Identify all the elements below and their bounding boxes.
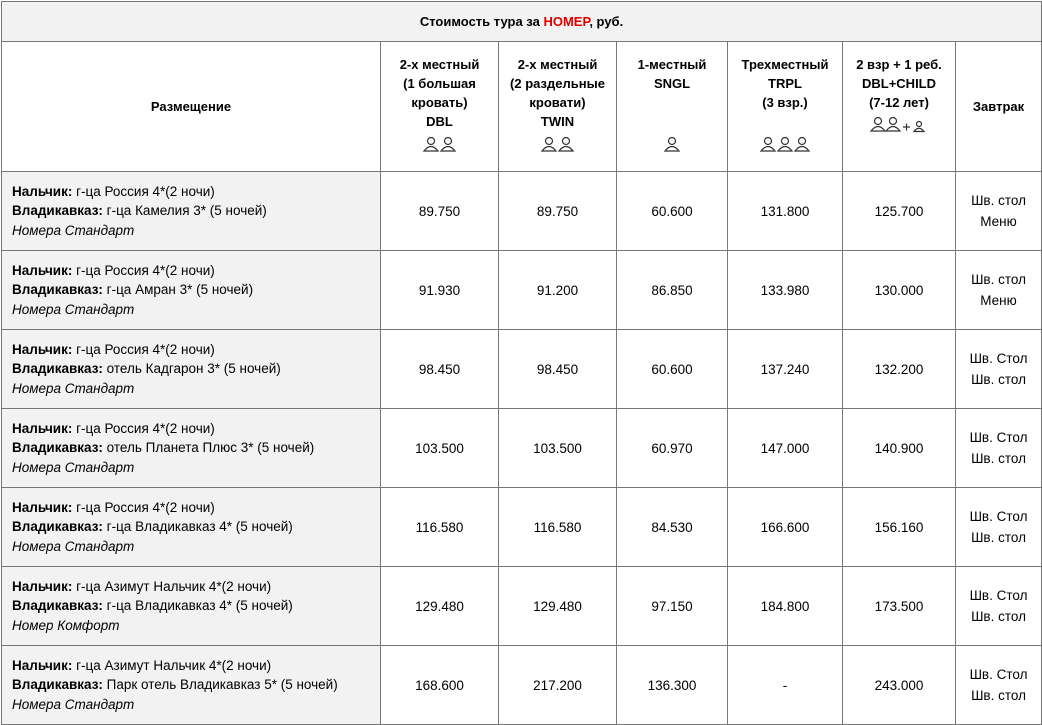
price-dbl: 116.580 — [381, 488, 499, 567]
header-child-line3: (7-12 лет) — [869, 95, 929, 110]
nalchik-hotel: г-ца Россия 4*(2 ночи) — [72, 341, 215, 357]
nalchik-hotel: г-ца Россия 4*(2 ночи) — [72, 499, 215, 515]
price-dbl: 91.930 — [381, 251, 499, 330]
vladikavkaz-hotel: г-ца Владикавказ 4* (5 ночей) — [102, 519, 293, 535]
header-twin-line3: кровати) — [529, 95, 586, 110]
price-twin: 98.450 — [499, 330, 617, 409]
price-table — [1, 1, 1042, 725]
header-dbl — [381, 42, 499, 172]
price-twin: 116.580 — [499, 488, 617, 567]
breakfast-line1: Шв. Стол — [969, 351, 1028, 366]
price-sngl: 60.600 — [617, 330, 728, 409]
nalchik-label: Нальчик: — [12, 657, 73, 673]
header-child-line1: 2 взр + 1 реб. — [856, 57, 942, 72]
header-placement — [2, 42, 381, 172]
header-child-line2: DBL+CHILD — [861, 76, 937, 91]
price-trpl: 133.980 — [728, 251, 843, 330]
header-trpl-line2: TRPL — [768, 76, 802, 91]
price-dbl: 168.600 — [381, 646, 499, 725]
placement-cell — [2, 172, 381, 251]
table-row — [2, 251, 1042, 330]
placement-cell — [2, 646, 381, 725]
breakfast-line1: Шв. Стол — [969, 509, 1028, 524]
price-sngl: 84.530 — [617, 488, 728, 567]
breakfast-cell — [956, 646, 1042, 725]
breakfast-cell — [956, 567, 1042, 646]
header-dbl-line1: 2-х местный — [399, 57, 480, 72]
breakfast-line1: Шв. стол — [971, 193, 1026, 208]
two-persons-plus-child-icon — [843, 114, 955, 132]
vladikavkaz-hotel: г-ца Камелия 3* (5 ночей) — [102, 203, 267, 219]
price-twin: 217.200 — [499, 646, 617, 725]
price-trpl: 131.800 — [728, 172, 843, 251]
room-type: Номера Стандарт — [12, 459, 135, 475]
header-breakfast-label: Завтрак — [972, 99, 1025, 114]
price-dbl: 103.500 — [381, 409, 499, 488]
vladikavkaz-label: Владикавказ: — [12, 519, 103, 535]
placement-cell — [2, 567, 381, 646]
table-title — [2, 2, 1042, 42]
header-dbl-line3: кровать) — [411, 95, 468, 110]
price-trpl: - — [728, 646, 843, 725]
two-persons-icon — [381, 133, 498, 151]
price-trpl: 137.240 — [728, 330, 843, 409]
vladikavkaz-label: Владикавказ: — [12, 203, 103, 219]
table-row — [2, 488, 1042, 567]
nalchik-hotel: г-ца Азимут Нальчик 4*(2 ночи) — [72, 578, 272, 594]
price-twin: 91.200 — [499, 251, 617, 330]
nalchik-label: Нальчик: — [12, 341, 73, 357]
breakfast-line1: Шв. Стол — [969, 588, 1028, 603]
breakfast-line2: Меню — [980, 293, 1017, 308]
vladikavkaz-label: Владикавказ: — [12, 598, 103, 614]
header-trpl-line3: (3 взр.) — [762, 95, 808, 110]
vladikavkaz-hotel: отель Планета Плюс 3* (5 ночей) — [102, 440, 315, 456]
nalchik-hotel: г-ца Азимут Нальчик 4*(2 ночи) — [72, 657, 272, 673]
header-twin-line4: TWIN — [540, 114, 575, 129]
room-type: Номера Стандарт — [12, 538, 135, 554]
room-type: Номера Стандарт — [12, 380, 135, 396]
header-twin-line1: 2-х местный — [517, 57, 598, 72]
vladikavkaz-label: Владикавказ: — [12, 282, 103, 298]
breakfast-cell — [956, 251, 1042, 330]
breakfast-line1: Шв. Стол — [969, 667, 1028, 682]
price-dbl-child: 156.160 — [843, 488, 956, 567]
price-trpl: 166.600 — [728, 488, 843, 567]
price-dbl-child: 130.000 — [843, 251, 956, 330]
header-sngl — [617, 42, 728, 172]
price-sngl: 136.300 — [617, 646, 728, 725]
header-trpl-line1: Трехместный — [741, 57, 829, 72]
vladikavkaz-hotel: Парк отель Владикавказ 5* (5 ночей) — [102, 677, 338, 693]
vladikavkaz-hotel: отель Кадгарон 3* (5 ночей) — [102, 361, 281, 377]
price-sngl: 60.600 — [617, 172, 728, 251]
price-dbl: 89.750 — [381, 172, 499, 251]
title-suffix: , руб. — [589, 14, 624, 29]
table-row — [2, 172, 1042, 251]
breakfast-cell — [956, 409, 1042, 488]
price-dbl-child: 140.900 — [843, 409, 956, 488]
placement-cell — [2, 251, 381, 330]
price-trpl: 184.800 — [728, 567, 843, 646]
room-type: Номера Стандарт — [12, 696, 135, 712]
vladikavkaz-hotel: г-ца Владикавказ 4* (5 ночей) — [102, 598, 293, 614]
header-twin — [499, 42, 617, 172]
breakfast-line2: Шв. стол — [971, 530, 1026, 545]
header-dbl-line2: (1 большая — [403, 76, 476, 91]
title-prefix: Стоимость тура за — [419, 14, 544, 29]
vladikavkaz-hotel: г-ца Амран 3* (5 ночей) — [102, 282, 254, 298]
nalchik-label: Нальчик: — [12, 578, 73, 594]
breakfast-line2: Шв. стол — [971, 609, 1026, 624]
vladikavkaz-label: Владикавказ: — [12, 677, 103, 693]
header-dbl-line4: DBL — [426, 114, 453, 129]
placement-cell — [2, 409, 381, 488]
header-trpl — [728, 42, 843, 172]
header-placement-label: Размещение — [150, 99, 232, 114]
price-twin: 103.500 — [499, 409, 617, 488]
breakfast-line1: Шв. стол — [971, 272, 1026, 287]
three-persons-icon — [728, 133, 842, 151]
price-dbl: 129.480 — [381, 567, 499, 646]
price-dbl-child: 132.200 — [843, 330, 956, 409]
room-type: Номера Стандарт — [12, 301, 135, 317]
table-row — [2, 330, 1042, 409]
header-dbl-child — [843, 42, 956, 172]
nalchik-label: Нальчик: — [12, 420, 73, 436]
room-type: Номер Комфорт — [12, 617, 120, 633]
price-twin: 129.480 — [499, 567, 617, 646]
vladikavkaz-label: Владикавказ: — [12, 361, 103, 377]
one-person-icon — [617, 133, 727, 151]
price-dbl-child: 125.700 — [843, 172, 956, 251]
placement-cell — [2, 488, 381, 567]
breakfast-cell — [956, 488, 1042, 567]
nalchik-hotel: г-ца Россия 4*(2 ночи) — [72, 262, 215, 278]
table-row — [2, 646, 1042, 725]
header-breakfast — [956, 42, 1042, 172]
two-persons-icon — [499, 133, 616, 151]
price-dbl-child: 243.000 — [843, 646, 956, 725]
price-sngl: 60.970 — [617, 409, 728, 488]
nalchik-hotel: г-ца Россия 4*(2 ночи) — [72, 420, 215, 436]
breakfast-line2: Шв. стол — [971, 451, 1026, 466]
nalchik-label: Нальчик: — [12, 183, 73, 199]
nalchik-hotel: г-ца Россия 4*(2 ночи) — [72, 183, 215, 199]
table-row — [2, 567, 1042, 646]
header-sngl-line2: SNGL — [653, 76, 691, 91]
price-twin: 89.750 — [499, 172, 617, 251]
header-twin-line2: (2 раздельные — [510, 76, 605, 91]
placement-cell — [2, 330, 381, 409]
nalchik-label: Нальчик: — [12, 262, 73, 278]
price-dbl: 98.450 — [381, 330, 499, 409]
table-row — [2, 409, 1042, 488]
title-accent: НОМЕР — [543, 14, 590, 29]
vladikavkaz-label: Владикавказ: — [12, 440, 103, 456]
room-type: Номера Стандарт — [12, 222, 135, 238]
price-sngl: 97.150 — [617, 567, 728, 646]
nalchik-label: Нальчик: — [12, 499, 73, 515]
price-sngl: 86.850 — [617, 251, 728, 330]
breakfast-line2: Шв. стол — [971, 688, 1026, 703]
column-headers — [2, 42, 1042, 172]
breakfast-line2: Меню — [980, 214, 1017, 229]
breakfast-cell — [956, 330, 1042, 409]
breakfast-line1: Шв. Стол — [969, 430, 1028, 445]
header-sngl-line1: 1-местный — [637, 57, 707, 72]
breakfast-line2: Шв. стол — [971, 372, 1026, 387]
price-dbl-child: 173.500 — [843, 567, 956, 646]
price-trpl: 147.000 — [728, 409, 843, 488]
breakfast-cell — [956, 172, 1042, 251]
